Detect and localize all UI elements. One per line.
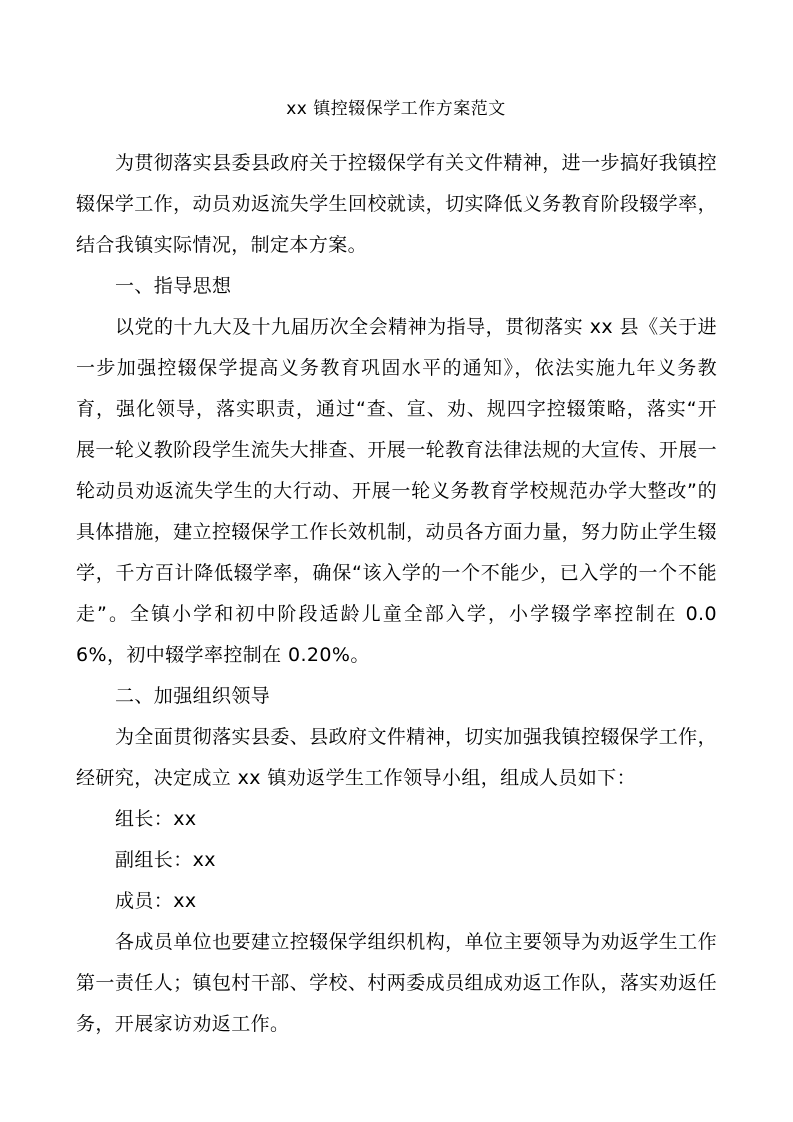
section-heading-organization-leadership: 二、加强组织领导 — [115, 685, 271, 707]
member-units-paragraph: 各成员单位也要建立控辍保学组织机构，单位主要领导为劝返学生工作第一责任人；镇包村干部、学校、村两委成员组成劝返工作队，落实劝返任务，开展家访劝返工作。 — [76, 931, 717, 1035]
section-heading-guiding-ideology: 一、指导思想 — [115, 275, 232, 297]
deputy-leader-line: 副组长：xx — [115, 849, 216, 871]
members-line: 成员：xx — [115, 890, 197, 912]
guiding-ideology-paragraph: 以党的十九大及十九届历次全会精神为指导，贯彻落实 xx 县《关于进一步加强控辍保学提高义务教育巩固水平的通知》，依法实施九年义务教育，强化领导，落实职责，通过“查、宣、劝、规四字控辍策略，落实“开展一轮义教阶段学生流失大排查、开展一轮教育法律法规的大宣传、开展一轮动员劝返流失学生的大行动、开展一轮义务教育学校规范办学大整改”的具体措施，建立控辍保学工作长效机制，动员各方面力量，努力防止学生辍学，千方百计降低辍学率，确保“该入学的一个不能少，已入学的一个不能走”。全镇小学和初中阶段适龄儿童全部入学，小学辍学率控制在 0.06%，初中辍学率控制在 0.20%。 — [76, 316, 717, 666]
document-body — [76, 143, 717, 1045]
document-title: xx 镇控辍保学工作方案范文 — [286, 99, 506, 119]
group-leader-line: 组长：xx — [115, 808, 197, 830]
organization-paragraph: 为全面贯彻落实县委、县政府文件精神，切实加强我镇控辍保学工作，经研究，决定成立 xx 镇劝返学生工作领导小组，组成人员如下： — [76, 726, 717, 789]
intro-paragraph: 为贯彻落实县委县政府关于控辍保学有关文件精神，进一步搞好我镇控辍保学工作，动员劝返流失学生回校就读，切实降低义务教育阶段辍学率，结合我镇实际情况，制定本方案。 — [76, 152, 717, 256]
